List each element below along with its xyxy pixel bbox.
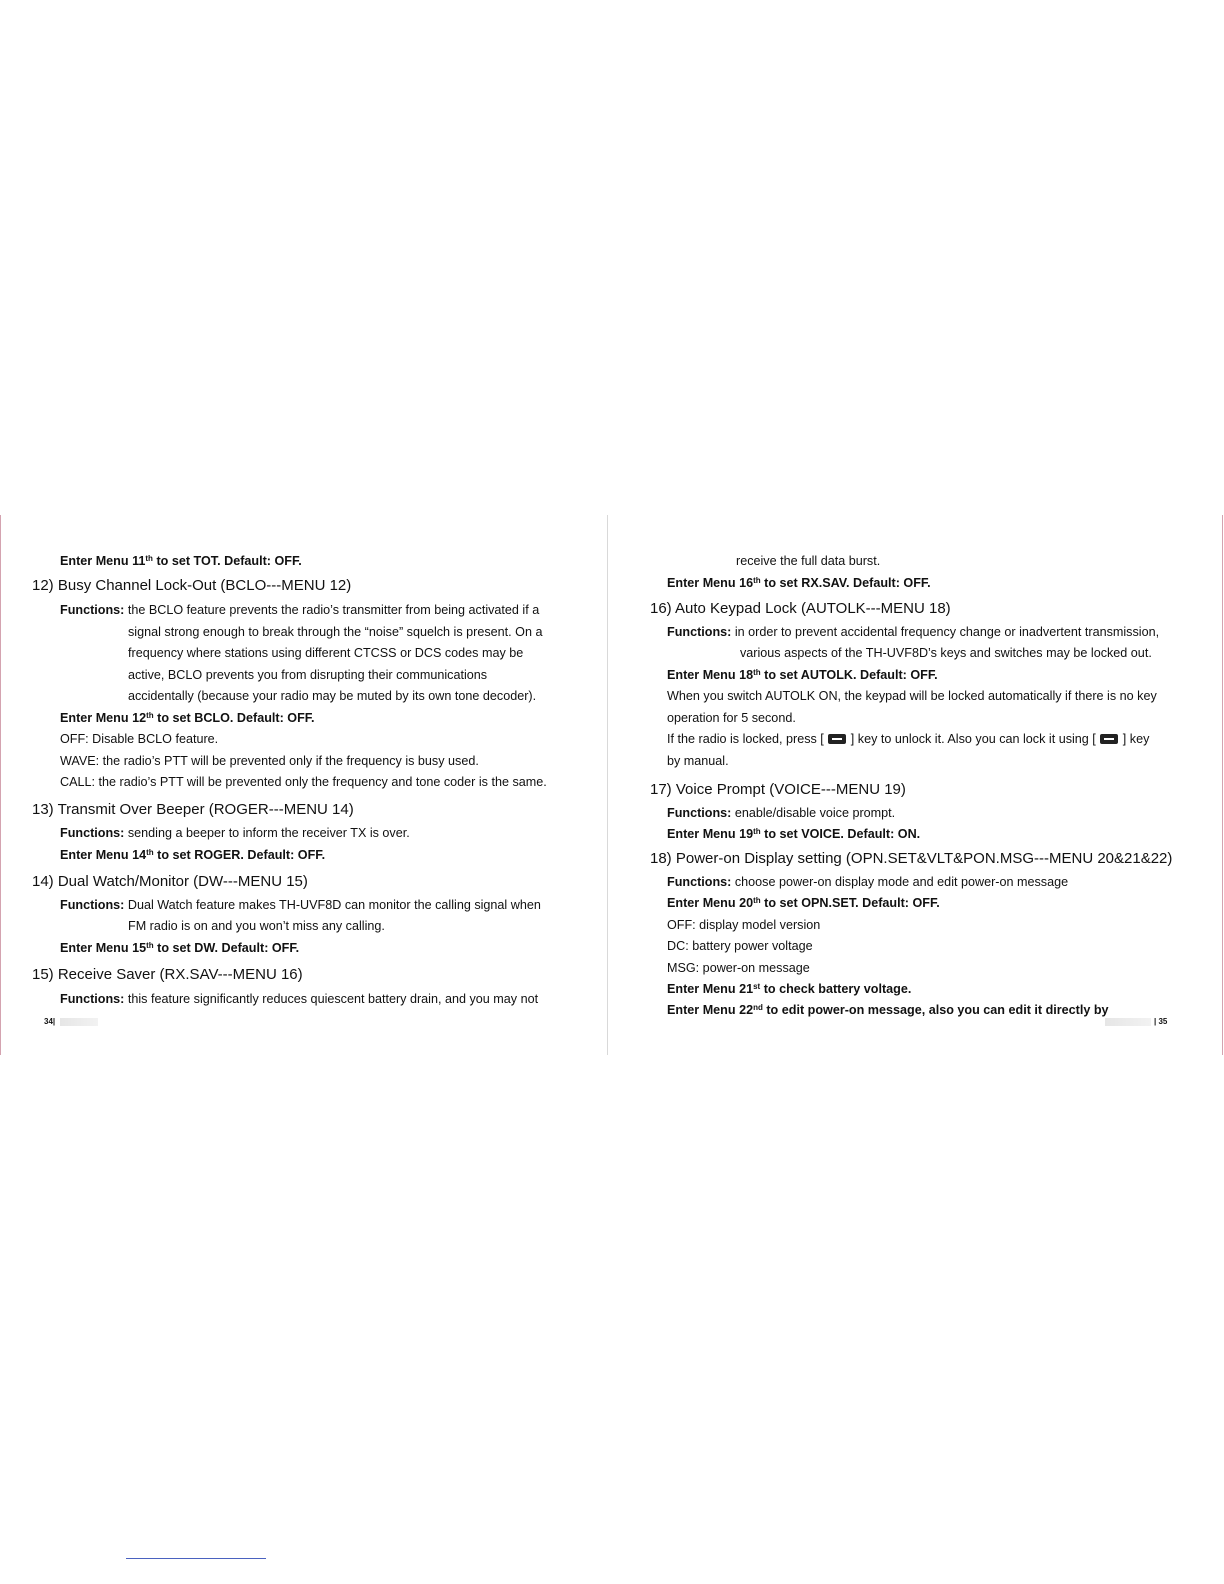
opnset-dc-option: DC: battery power voltage (667, 939, 813, 953)
lock-instructions-line2: by manual. (667, 754, 729, 768)
section-18-heading: 18) Power-on Display setting (OPN.SET&VLT&PON.MSG---MENU 20&21&22) (650, 850, 1173, 867)
section-17-heading: 17) Voice Prompt (VOICE---MENU 19) (650, 781, 906, 798)
page-number-bar-right (1105, 1018, 1151, 1026)
right-edge-line (1222, 515, 1223, 1055)
functions-14-line1: Functions: Dual Watch feature makes TH-UVF8D can monitor the calling signal when (60, 898, 541, 912)
functions-13: Functions: sending a beeper to inform the receiver TX is over. (60, 826, 410, 840)
lock-key-icon (828, 734, 846, 744)
bclo-wave-option: WAVE: the radio’s PTT will be prevented only if the frequency is busy used. (60, 754, 479, 768)
section-15-heading: 15) Receive Saver (RX.SAV---MENU 16) (32, 966, 303, 983)
functions-12-line5: accidentally (because your radio may be muted by its own tone decoder). (128, 689, 537, 703)
page-number-right: | 35 (1154, 1017, 1168, 1026)
page-number-bar-left (60, 1018, 98, 1026)
footer-link-underline (126, 1558, 266, 1559)
opnset-msg-option: MSG: power-on message (667, 961, 810, 975)
rx-sav-continued: receive the full data burst. (736, 554, 881, 568)
section-14-heading: 14) Dual Watch/Monitor (DW---MENU 15) (32, 873, 308, 890)
functions-12-line3: frequency where stations using different CTCSS or DCS codes may be (128, 646, 524, 660)
opnset-off-option: OFF: display model version (667, 918, 821, 932)
functions-16-line2: various aspects of the TH-UVF8D’s keys and switches may be locked out. (740, 646, 1152, 660)
autolk-note-line1: When you switch AUTOLK ON, the keypad will be locked automatically if there is no key (667, 689, 1157, 703)
enter-menu-15: Enter Menu 15th to set DW. Default: OFF. (60, 941, 300, 955)
enter-menu-11: Enter Menu 11th to set TOT. Default: OFF. (60, 554, 302, 568)
enter-menu-16: Enter Menu 16th to set RX.SAV. Default: OFF. (667, 576, 931, 590)
enter-menu-21: Enter Menu 21st to check battery voltage. (667, 982, 912, 996)
page-number-left: 34| (44, 1017, 56, 1026)
section-13-heading: 13) Transmit Over Beeper (ROGER---MENU 14) (32, 801, 354, 818)
enter-menu-19: Enter Menu 19th to set VOICE. Default: ON. (667, 827, 921, 841)
enter-menu-18: Enter Menu 18th to set AUTOLK. Default: OFF. (667, 668, 938, 682)
functions-17: Functions: enable/disable voice prompt. (667, 806, 896, 820)
functions-12-line4: active, BCLO prevents you from disrupting their communications (128, 668, 488, 682)
autolk-note-line2: operation for 5 second. (667, 711, 796, 725)
functions-16-line1: Functions: in order to prevent accidental frequency change or inadvertent transmission, (667, 625, 1160, 639)
lock-key-icon (1100, 734, 1118, 744)
enter-menu-22: Enter Menu 22nd to edit power-on message, also you can edit it directly by (667, 1003, 1109, 1017)
enter-menu-20: Enter Menu 20th to set OPN.SET. Default: OFF. (667, 896, 940, 910)
functions-12-line1: Functions: the BCLO feature prevents the radio’s transmitter from being activated if a (60, 603, 540, 617)
bclo-off-option: OFF: Disable BCLO feature. (60, 732, 219, 746)
enter-menu-14: Enter Menu 14th to set ROGER. Default: OFF. (60, 848, 326, 862)
functions-14-line2: FM radio is on and you won’t miss any calling. (128, 919, 385, 933)
center-divider (607, 515, 608, 1055)
lock-instructions: If the radio is locked, press [ ] key to unlock it. Also you can lock it using [ ] key (667, 732, 1150, 746)
functions-12-line2: signal strong enough to break through the “noise” squelch is present. On a (128, 625, 543, 639)
functions-15: Functions: this feature significantly reduces quiescent battery drain, and you may not (60, 992, 539, 1006)
section-16-heading: 16) Auto Keypad Lock (AUTOLK---MENU 18) (650, 600, 951, 617)
section-12-heading: 12) Busy Channel Lock-Out (BCLO---MENU 12) (32, 577, 352, 594)
bclo-call-option: CALL: the radio’s PTT will be prevented only the frequency and tone coder is the same. (60, 775, 547, 789)
functions-18: Functions: choose power-on display mode and edit power-on message (667, 875, 1069, 889)
left-edge-line (0, 515, 1, 1055)
enter-menu-12: Enter Menu 12th to set BCLO. Default: OFF. (60, 711, 315, 725)
